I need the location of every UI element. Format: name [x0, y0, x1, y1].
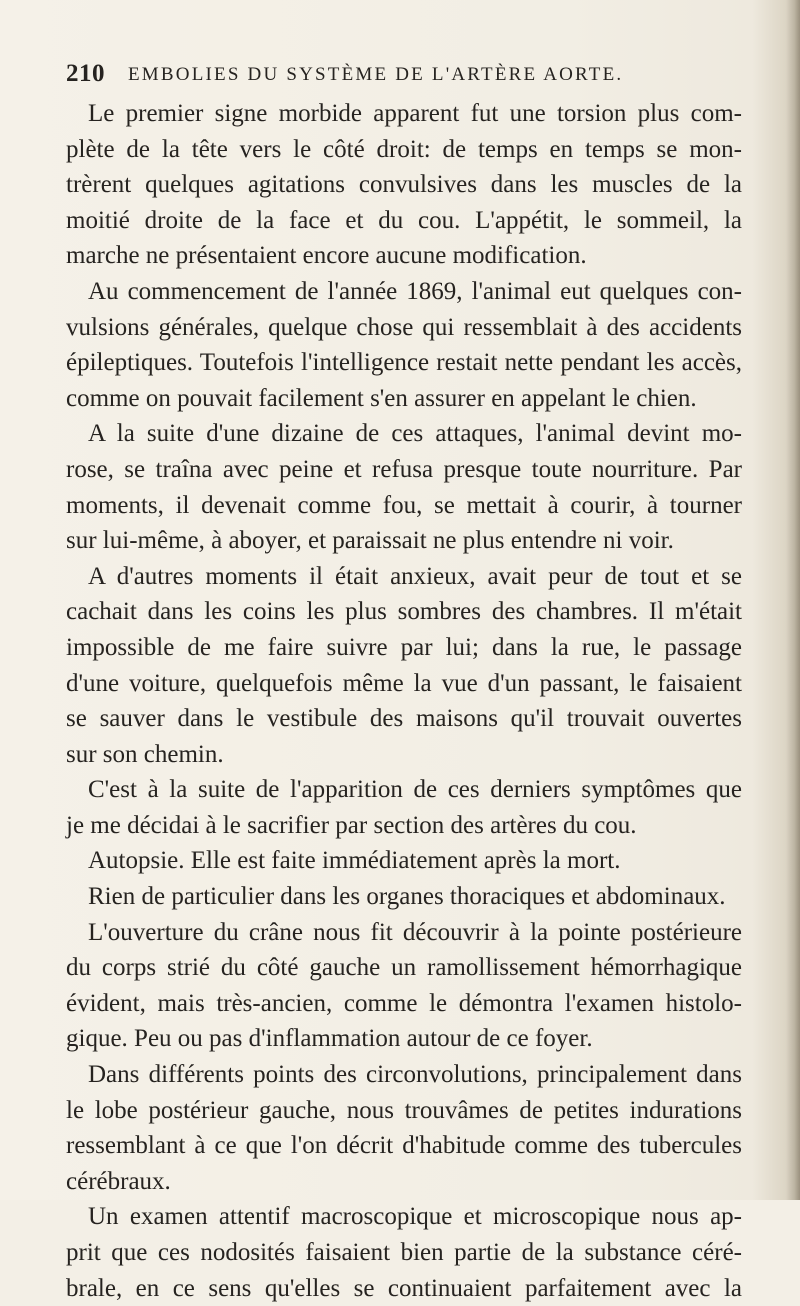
page-header	[66, 52, 746, 92]
text-line: Dans différents points des circonvolutions, principalement dans	[88, 1061, 742, 1089]
text-line: impossible de me faire suivre par lui; dans la rue, le passage	[66, 633, 742, 661]
text-line: sur son chemin.	[66, 740, 224, 768]
text-line: moments, il devenait comme fou, se mettait à courir, à tourner	[66, 491, 742, 519]
body-text	[66, 96, 742, 1306]
text-line: je me décidai à le sacrifier par section des artères du cou.	[66, 811, 637, 839]
text-line: ressemblant à ce que l'on décrit d'habitude comme des tubercules	[66, 1132, 742, 1160]
text-line: Au commencement de l'année 1869, l'animal eut quelques con-	[88, 277, 742, 305]
text-line: A d'autres moments il était anxieux, avait peur de tout et se	[88, 562, 742, 590]
text-line: cérébraux.	[66, 1167, 171, 1195]
running-title: EMBOLIES DU SYSTÈME DE L'ARTÈRE AORTE.	[128, 64, 624, 85]
text-line: rose, se traîna avec peine et refusa presque toute nourriture. Par	[66, 455, 742, 483]
text-line: A la suite d'une dizaine de ces attaques, l'animal devint mo-	[88, 420, 742, 448]
text-line: du corps strié du côté gauche un ramollissement hémorrhagique	[66, 954, 742, 982]
page-edge-shadow	[786, 0, 800, 1200]
text-line: brale, en ce sens qu'elles se continuaient parfaitement avec la	[66, 1274, 742, 1302]
text-line: se sauver dans le vestibule des maisons qu'il trouvait ouvertes	[66, 705, 742, 733]
text-line: épileptiques. Toutefois l'intelligence restait nette pendant les accès,	[66, 349, 742, 377]
text-line: plète de la tête vers le côté droit: de temps en temps se mon-	[66, 135, 742, 163]
text-line: L'ouverture du crâne nous fit découvrir à la pointe postérieure	[88, 918, 742, 946]
text-line: d'une voiture, quelquefois même la vue d'un passant, le faisaient	[66, 669, 742, 697]
text-line: Le premier signe morbide apparent fut une torsion plus com-	[88, 100, 742, 127]
text-line: sur lui-même, à aboyer, et paraissait ne plus entendre ni voir.	[66, 527, 674, 555]
text-line: prit que ces nodosités faisaient bien partie de la substance céré-	[66, 1239, 742, 1266]
text-line: vulsions générales, quelque chose qui ressemblait à des accidents	[66, 313, 742, 341]
text-line: gique. Peu ou pas d'inflammation autour de ce foyer.	[66, 1025, 593, 1053]
text-line: cachait dans les coins les plus sombres des chambres. Il m'était	[66, 598, 742, 626]
text-line: le lobe postérieur gauche, nous trouvâmes de petites indurations	[66, 1096, 742, 1124]
text-line: Un examen attentif macroscopique et microscopique nous ap-	[88, 1203, 742, 1231]
text-line: Autopsie. Elle est faite immédiatement après la mort.	[88, 847, 621, 875]
page-number: 210	[66, 60, 105, 87]
text-line: marche ne présentaient encore aucune modification.	[66, 242, 587, 270]
text-line: Rien de particulier dans les organes thoraciques et abdominaux.	[88, 883, 726, 911]
text-line: évident, mais très-ancien, comme le démontra l'examen histolo-	[66, 989, 742, 1017]
text-line: comme on pouvait facilement s'en assurer en appelant le chien.	[66, 384, 697, 412]
text-line: moitié droite de la face et du cou. L'appétit, le sommeil, la	[66, 206, 742, 234]
text-line: C'est à la suite de l'apparition de ces derniers symptômes que	[88, 776, 742, 804]
text-line: trèrent quelques agitations convulsives dans les muscles de la	[66, 171, 742, 199]
